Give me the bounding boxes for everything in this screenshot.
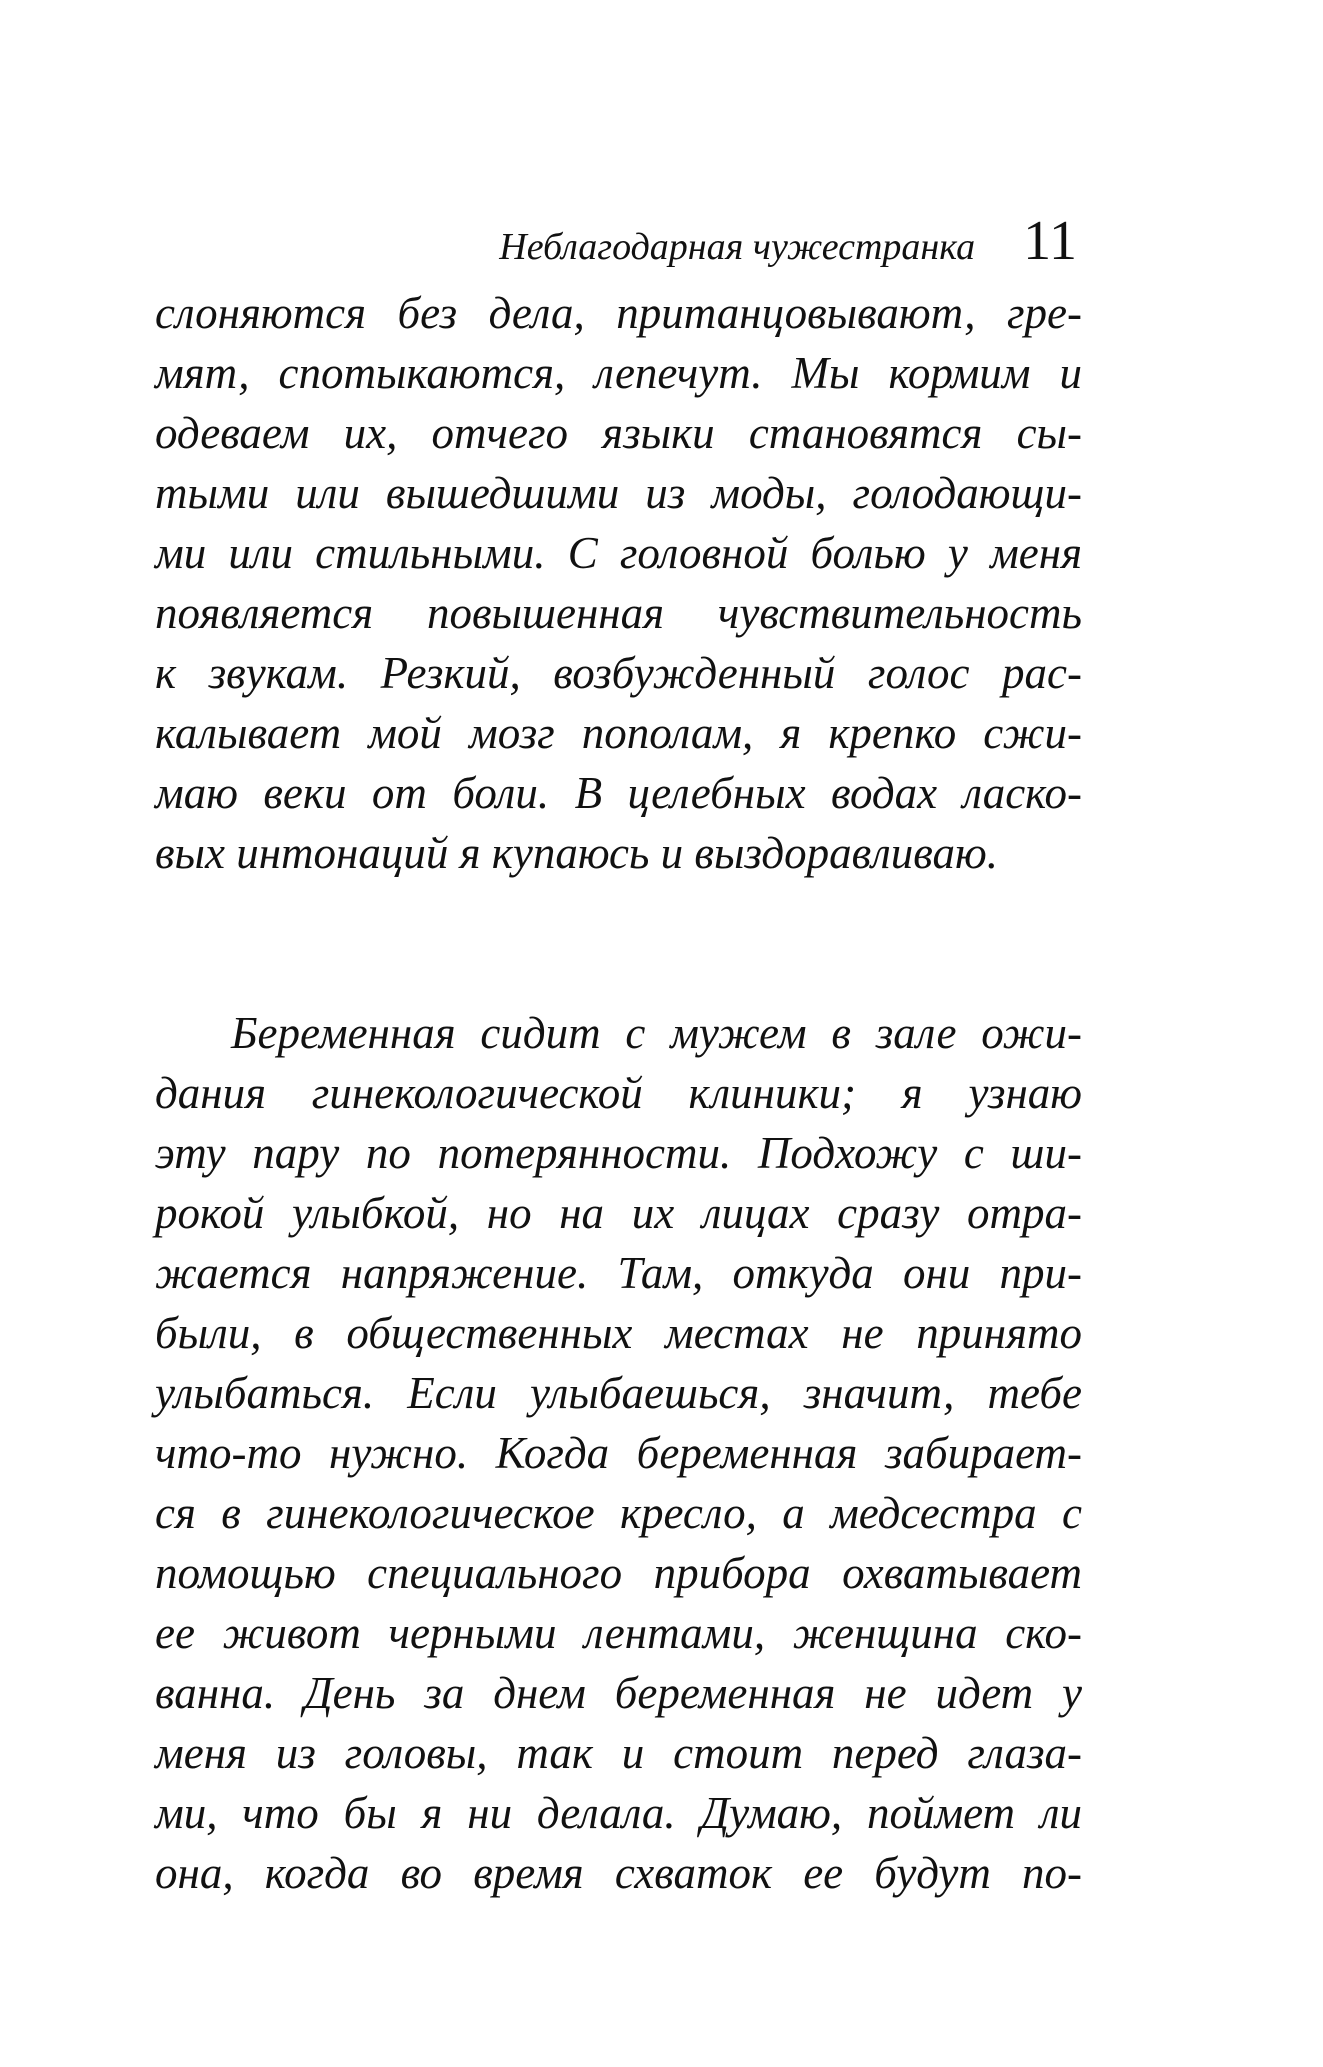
text-line: ее живот черными лентами, женщина ско- xyxy=(155,1608,1082,1658)
text-line: улыбаться. Если улыбаешься, значит, тебе xyxy=(155,1368,1082,1418)
text-line: ванна. День за днем беременная не идет у xyxy=(155,1668,1082,1718)
text-line: вых интонаций я купаюсь и выздоравливаю. xyxy=(155,828,999,878)
text-line: дания гинекологической клиники; я узнаю xyxy=(155,1068,1082,1118)
text-line: были, в общественных местах не принято xyxy=(155,1308,1082,1358)
body-text xyxy=(155,283,1082,1903)
text-line: помощью специального прибора охватывает xyxy=(155,1548,1082,1598)
paragraph-gap xyxy=(155,883,1082,1003)
text-line: появляется повышенная чувствительность xyxy=(155,588,1082,638)
text-line: калывает мой мозг пополам, я крепко сжи- xyxy=(155,708,1082,758)
page-number: 11 xyxy=(1023,210,1077,272)
text-line: Беременная сидит с мужем в зале ожи- xyxy=(231,1008,1082,1058)
text-line: меня из головы, так и стоит перед глаза- xyxy=(155,1728,1082,1778)
text-line: мят, спотыкаются, лепечут. Мы кормим и xyxy=(155,348,1082,398)
paragraph-2 xyxy=(155,1003,1082,1903)
running-header xyxy=(150,206,1077,276)
paragraph-1 xyxy=(155,283,1082,883)
text-line: ми или стильными. С головной болью у меня xyxy=(155,528,1082,578)
text-line: ся в гинекологическое кресло, а медсестра с xyxy=(155,1488,1082,1538)
text-line: маю веки от боли. В целебных водах ласко- xyxy=(155,768,1082,818)
text-line: к звукам. Резкий, возбужденный голос рас- xyxy=(155,648,1082,698)
text-line: слоняются без дела, пританцовывают, гре- xyxy=(155,288,1082,338)
text-line: тыми или вышедшими из моды, голодающи- xyxy=(155,468,1082,518)
text-line: эту пару по потерянности. Подхожу с ши- xyxy=(155,1128,1082,1178)
text-line: одеваем их, отчего языки становятся сы- xyxy=(155,408,1082,458)
running-title: Неблагодарная чужестранка xyxy=(499,226,976,268)
text-line: ми, что бы я ни делала. Думаю, поймет ли xyxy=(155,1788,1082,1838)
text-line: жается напряжение. Там, откуда они при- xyxy=(155,1248,1082,1298)
text-line: что-то нужно. Когда беременная забирает- xyxy=(155,1428,1082,1478)
text-line: рокой улыбкой, но на их лицах сразу отра- xyxy=(155,1188,1082,1238)
text-line: она, когда во время схваток ее будут по- xyxy=(155,1848,1082,1898)
